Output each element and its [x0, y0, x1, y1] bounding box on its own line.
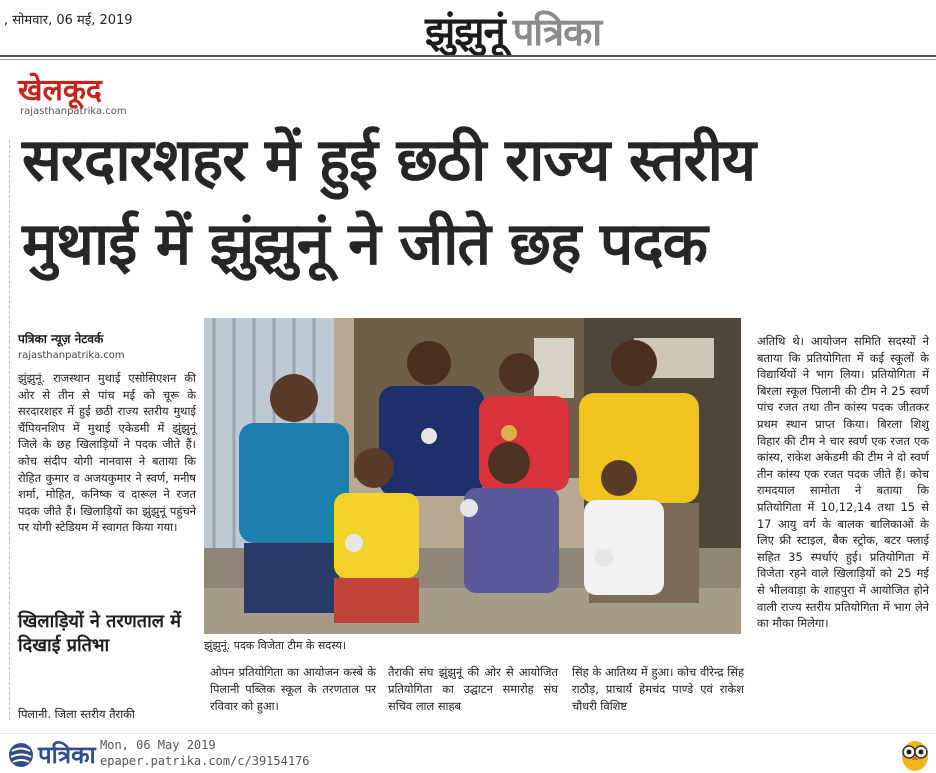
footer-brand: पत्रिका — [38, 741, 96, 769]
article-body-col-1: झुंझुनूं. राजस्थान मुथाई एसोसिएशन की ओर से तीन से पांच मई को चूरू के सरदारशहर में हुई छठी राज्य स्तरीय मुथाई चैंपियनशिप में मुथाई एकेडमी में झुंझुनूं जिले के छह खिलाड़ियों ने पदक जीते हैं। कोच संदीप योगी नानवास ने बताया कि रोहित कुमार व अजयकुमार ने स्वर्ण, मनीष शर्मा, मोहित, कनिष्क व दारूल ने रजत पदक जीते हैं। खिलाड़ियों का झुंझुनूं पहुंचने पर योगी स्टेडियम में स्वागत किया गया। — [18, 371, 196, 535]
second-story-col-c: सिंह के आतिथ्य में हुआ। कोच वीरेन्द्र सिंह राठौड़, प्राचार्य हेमचंद पाण्डे एवं राकेश चौधरी विशिष्ट — [572, 665, 744, 713]
headline — [22, 118, 922, 286]
second-story-col-b: तैराकी संघ झुंझुनूं की ओर से आयोजित प्रतियोगिता का उद्घाटन समारोह संघ सचिव लाल साहब — [388, 665, 558, 713]
issue-date: , सोमवार, 06 मई, 2019 — [4, 13, 133, 28]
section-site: rajasthanpatrika.com — [20, 106, 127, 117]
header-rule-thin — [0, 59, 936, 60]
second-story-col-a: ओपन प्रतियोगिता का आयोजन कस्बे के पिलानी पब्लिक स्कूल के तरणताल पर रविवार को हुआ। — [210, 665, 376, 713]
masthead-paper: पत्रिका — [512, 10, 602, 54]
footer-date: Mon, 06 May 2019 — [100, 738, 216, 752]
team-photo-illustration — [204, 318, 741, 634]
byline: पत्रिका न्यूज़ नेटवर्क — [18, 332, 104, 346]
adjacent-column-edge — [0, 140, 10, 720]
globe-logo-icon — [8, 742, 34, 768]
headline-line-2: मुथाई में झुंझुनूं ने जीते छह पदक — [22, 209, 707, 278]
headline-line-1: सरदारशहर में हुई छठी राज्य स्तरीय — [22, 125, 756, 194]
second-story-lead: पिलानी. जिला स्तरीय तैराकी — [18, 707, 135, 721]
owl-icon[interactable] — [900, 736, 930, 772]
article-body-col-right: अतिथि थे। आयोजन समिति सदस्यों ने बताया कि प्रतियोगिता में कई स्कूलों के विद्यार्थियों ने भाग लिया। प्रतियोगिता में बिरला स्कूल पिलानी की टीम ने 25 स्वर्ण पांच रजत तथा तीन कांस्य पदक जीतकर प्रथम स्थान प्राप्त किया। बिरला शिशु विहार की टीम ने चार स्वर्ण एक रजत एक कांस्य, राकेश अकेडमी की टीम ने दो स्वर्ण तीन कांस्य एक रजत पदक जीते हैं। कोच रामदयाल सामोता ने बताया कि प्रतियोगिता में 10,12,14 तथा 15 से 17 आयु वर्ग के बालक बालिकाओं के लिए फ्री स्टाइल, बैक स्ट्रोक, बटर फ्लाई सहित 35 स्पर्धाएं हुई। प्रतियोगिता में विजेता रहने वाले खिलाड़ियों को 25 मई से भीलवाड़ा के शाहपुरा में आयोजित होने वाली राज्य स्तरीय प्रतियोगिता में भाग लेने का मौका मिलेगा। — [757, 334, 929, 631]
footer-url[interactable]: epaper.patrika.com/c/39154176 — [100, 754, 310, 768]
footer-logo[interactable] — [8, 738, 96, 771]
photo-caption: झुंझुनूं. पदक विजेता टीम के सदस्य। — [204, 639, 347, 652]
second-story-subhead: खिलाड़ियों ने तरणताल में दिखाई प्रतिभा — [18, 611, 181, 656]
epaper-footer — [0, 733, 936, 773]
section-label: खेलकूद — [18, 73, 102, 108]
byline-url: rajasthanpatrika.com — [18, 350, 125, 361]
header-rule — [0, 55, 936, 57]
masthead — [425, 2, 602, 55]
masthead-city: झुंझुनूं — [425, 8, 505, 55]
team-photo — [204, 318, 741, 634]
